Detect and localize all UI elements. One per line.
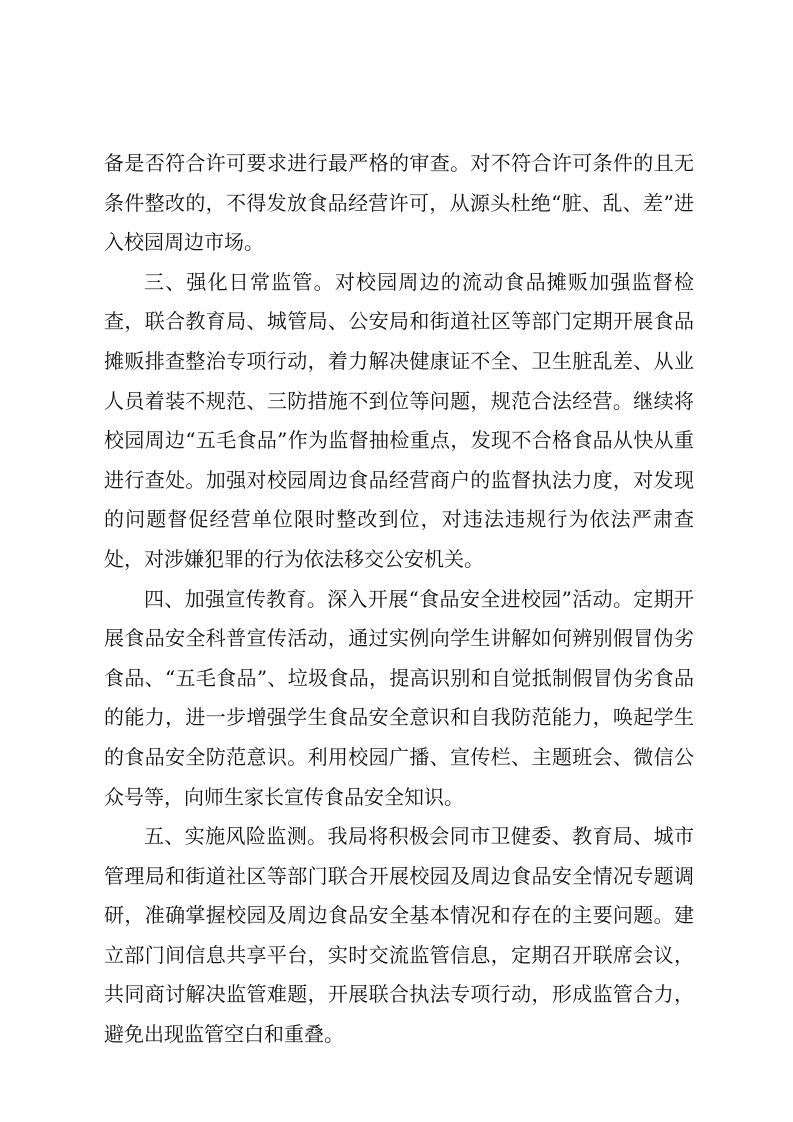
section-heading: 三、强化日常监管。 (144, 269, 335, 294)
paragraph-text: 对校园周边的流动食品摊贩加强监督检查，联合教育局、城管局、公安局和街道社区等部门定期开展食品摊贩排查整治专项行动，着力解决健康证不全、卫生脏乱差、从业人员着装不规范、三防措施不到位等问题，规范合法经营。继续将校园周边“五毛食品”作为监督抽检重点，发现不合格食品从快从重进行查处。加强对校园周边食品经营商户的监督执法力度，对发现的问题督促经营单位限时整改到位，对违法违规行为依法严肃查处，对涉嫌犯罪的行为依法移交公安机关。 (104, 269, 695, 571)
paragraph-text: 深入开展“食品安全进校园”活动。定期开展食品安全科普宣传活动，通过实例向学生讲解如何辨别假冒伪劣食品、“五毛食品”、垃圾食品，提高识别和自觉抵制假冒伪劣食品的能力，进一步增强学生食品安全意识和自我防范能力，唤起学生的食品安全防范意识。利用校园广播、宣传栏、主题班会、微信公众号等，向师生家长宣传食品安全知识。 (104, 586, 695, 809)
paragraph-section-3 (104, 263, 694, 580)
paragraph-continuation (104, 144, 694, 263)
paragraph-text: 备是否符合许可要求进行最严格的审查。对不符合许可条件的且无条件整改的，不得发放食品经营许可，从源头杜绝“脏、乱、差”进入校园周边市场。 (104, 151, 694, 255)
paragraph-section-5 (104, 817, 694, 1055)
document-body (104, 144, 694, 1055)
paragraph-section-4 (104, 580, 694, 818)
section-heading: 五、实施风险监测。 (144, 824, 328, 849)
paragraph-text: 我局将积极会同市卫健委、教育局、城市管理局和街道社区等部门联合开展校园及周边食品安全情况专题调研，准确掌握校园及周边食品安全基本情况和存在的主要问题。建立部门间信息共享平台，实时交流监管信息，定期召开联席会议，共同商讨解决监管难题，开展联合执法专项行动，形成监管合力，避免出现监管空白和重叠。 (104, 824, 695, 1047)
section-heading: 四、加强宣传教育。 (144, 586, 328, 611)
